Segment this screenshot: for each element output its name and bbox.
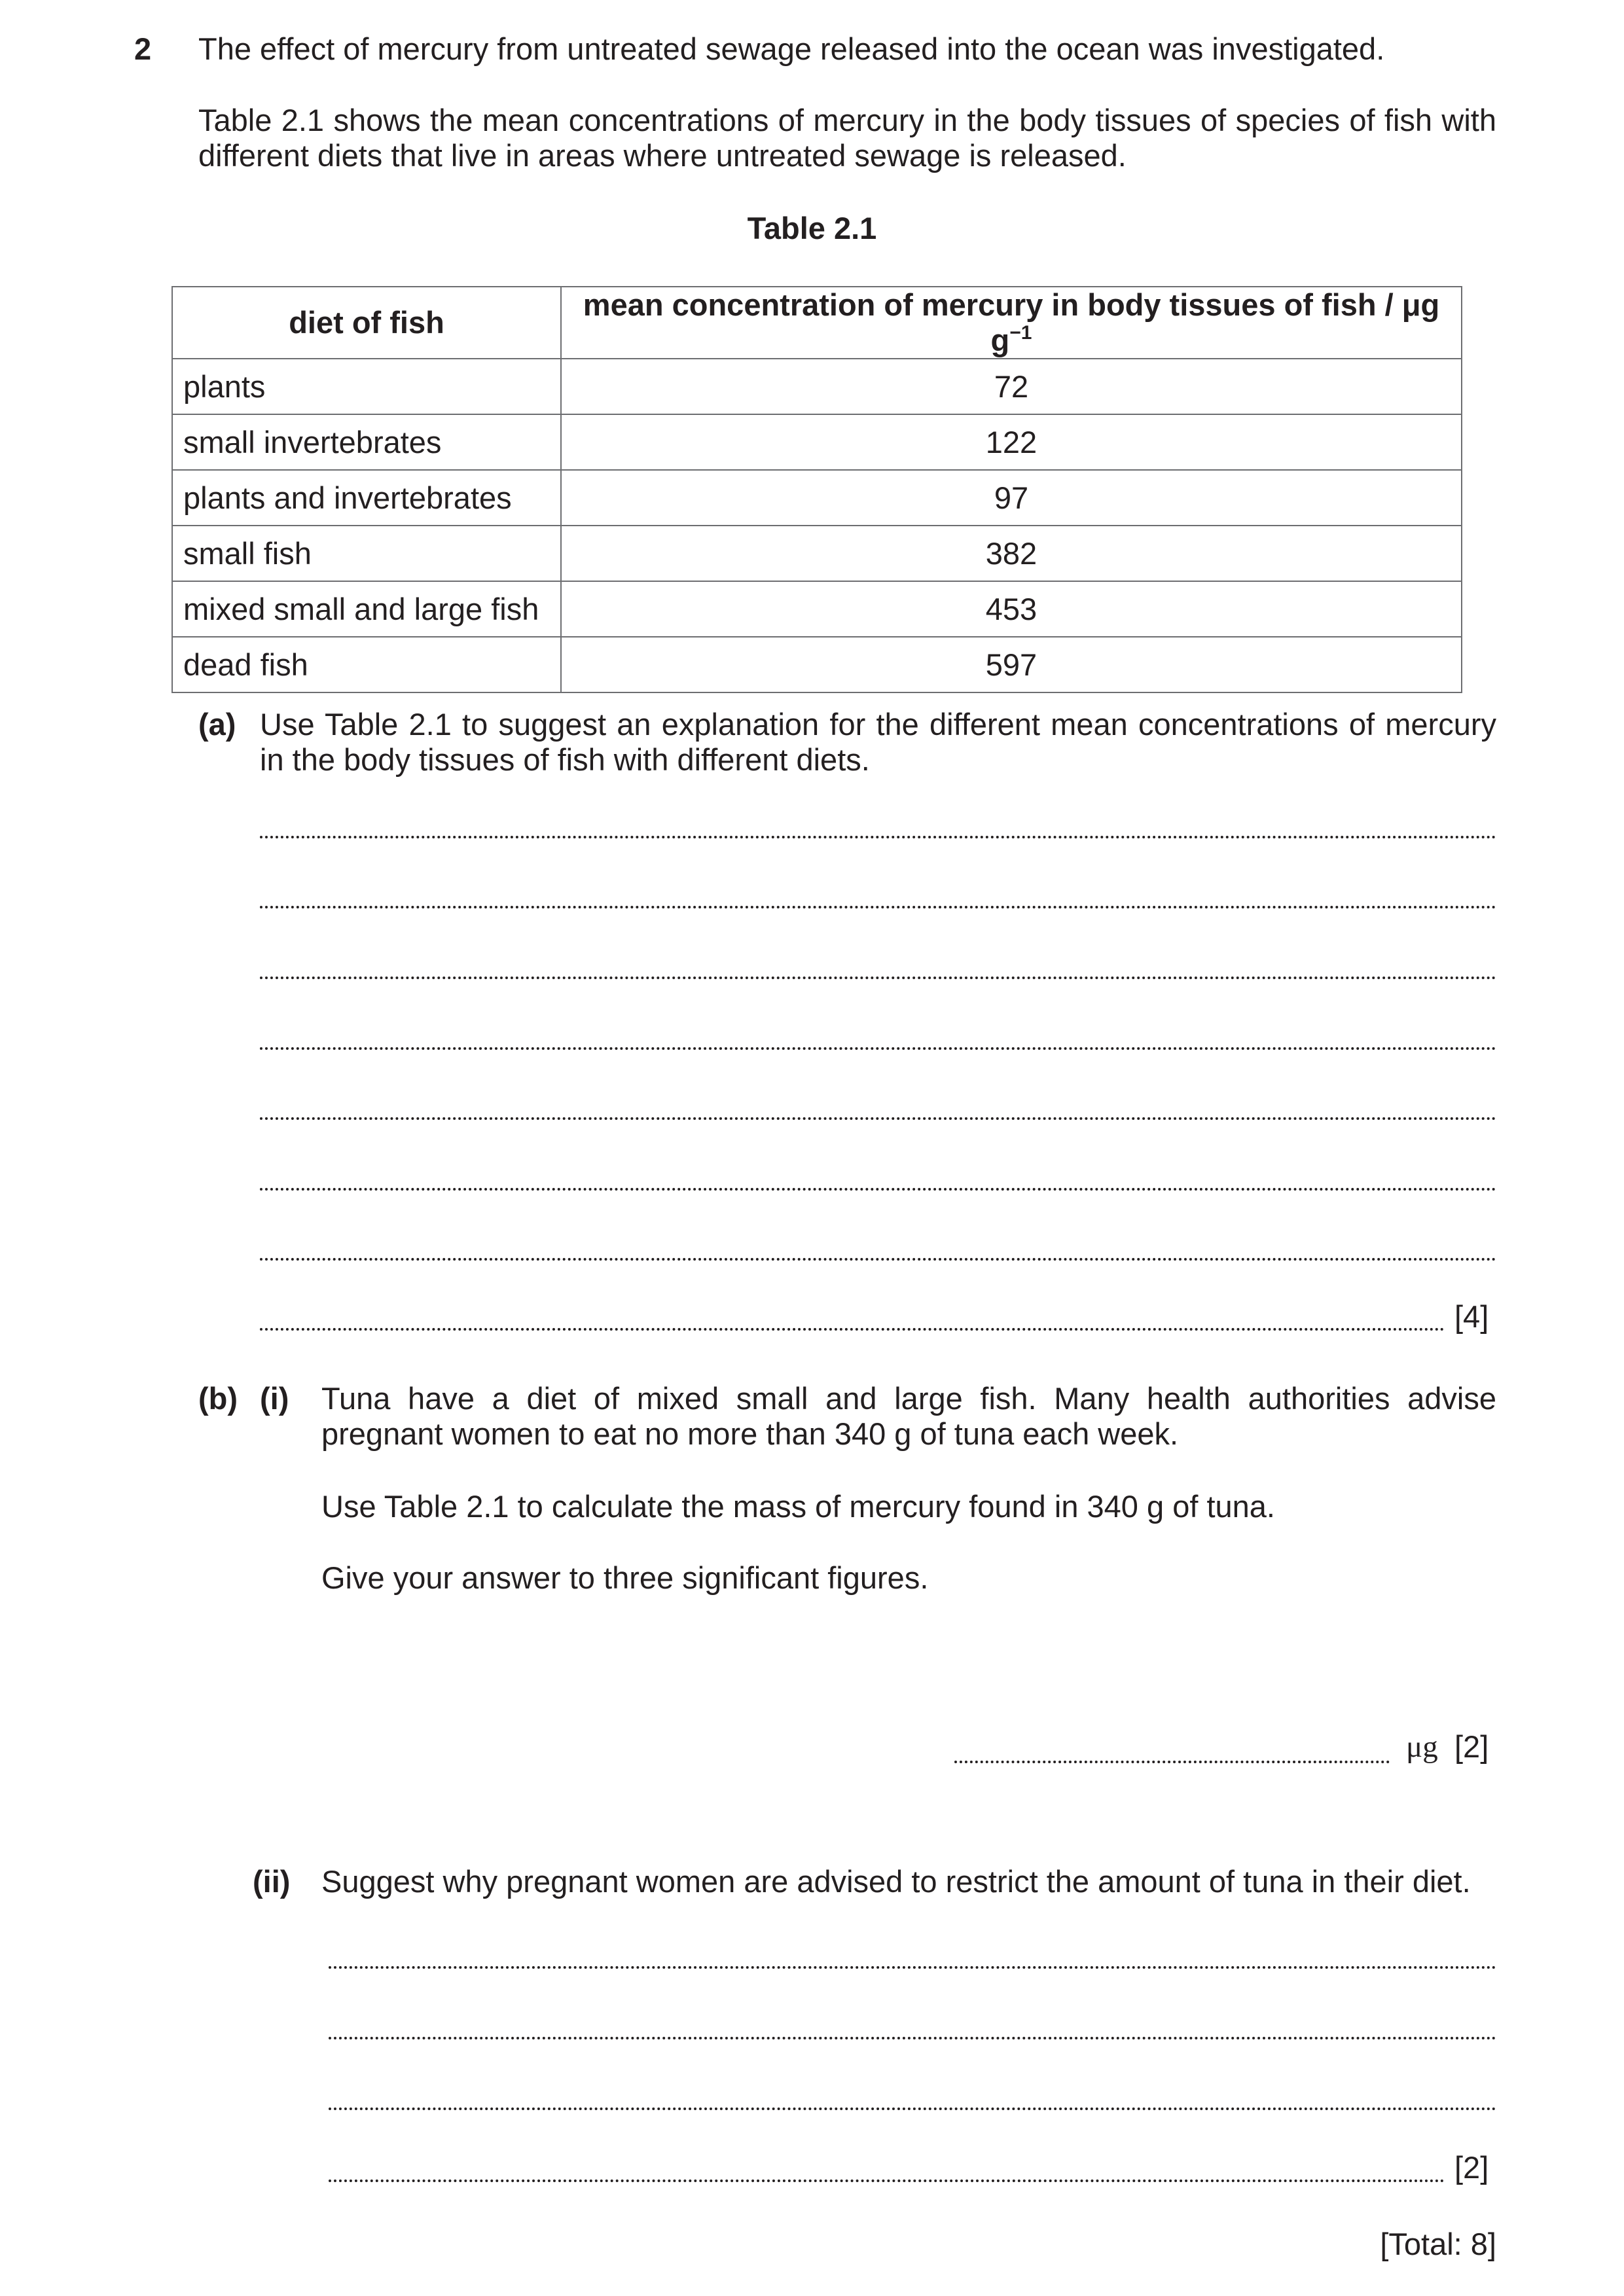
value-cell: 97 (561, 470, 1462, 526)
question-intro: The effect of mercury from untreated sewage released into the ocean was investigated. (198, 31, 1385, 66)
part-b-ii-marks: [2] (1454, 2150, 1489, 2185)
answer-line-a5[interactable] (260, 1117, 1496, 1120)
part-a-label: (a) (198, 707, 236, 742)
part-b-i-instruction: Use Table 2.1 to calculate the mass of mercury found in 340 g of tuna. (321, 1489, 1275, 1524)
part-b-i-label: (i) (260, 1381, 289, 1416)
value-cell: 382 (561, 526, 1462, 581)
diet-cell: small fish (172, 526, 561, 581)
value-cell: 453 (561, 581, 1462, 637)
part-b-ii-label: (ii) (253, 1864, 291, 1899)
answer-line-b-ii-4[interactable] (329, 2179, 1445, 2182)
diet-cell: plants (172, 359, 561, 414)
part-b-ii-question: Suggest why pregnant women are advised to restrict the amount of tuna in their diet. (321, 1864, 1471, 1899)
answer-line-a6[interactable] (260, 1188, 1496, 1191)
answer-line-a8[interactable] (260, 1328, 1445, 1331)
part-b-i-sigfigs: Give your answer to three significant figures. (321, 1560, 929, 1595)
answer-line-b-ii-3[interactable] (329, 2108, 1496, 2110)
header-concentration (561, 287, 1462, 359)
answer-line-a7[interactable] (260, 1258, 1496, 1261)
header-unit-exponent: −1 (1009, 322, 1032, 344)
question-number: 2 (134, 31, 152, 66)
table-row (172, 637, 1462, 692)
part-b-i-marks: [2] (1454, 1729, 1489, 1764)
answer-line-a2[interactable] (260, 906, 1496, 908)
answer-line-a3[interactable] (260, 977, 1496, 979)
answer-line-a1[interactable] (260, 836, 1496, 838)
total-marks: [Total: 8] (1380, 2227, 1496, 2261)
table-row (172, 359, 1462, 414)
diet-cell: mixed small and large fish (172, 581, 561, 637)
header-concentration-text: mean concentration of mercury in body tissues of fish / μg g (583, 287, 1440, 358)
table-row (172, 470, 1462, 526)
diet-cell: dead fish (172, 637, 561, 692)
answer-line-b-i[interactable] (954, 1761, 1390, 1763)
table-header-row (172, 287, 1462, 359)
part-b-i-question: Tuna have a diet of mixed small and large fish. Many health authorities advise pregnant women to eat no more than 340 g of tuna each week. (321, 1381, 1496, 1452)
table-intro: Table 2.1 shows the mean concentrations of mercury in the body tissues of species of fish with different diets that live in areas where untreated sewage is released. (198, 103, 1496, 173)
table-row (172, 581, 1462, 637)
diet-cell: small invertebrates (172, 414, 561, 470)
value-cell: 597 (561, 637, 1462, 692)
part-a-question: Use Table 2.1 to suggest an explanation for the different mean concentrations of mercury in the body tissues of fish with different diets. (260, 707, 1496, 778)
part-a-marks: [4] (1454, 1299, 1489, 1334)
part-b-label: (b) (198, 1381, 238, 1416)
table-row (172, 526, 1462, 581)
value-cell: 122 (561, 414, 1462, 470)
answer-line-b-ii-1[interactable] (329, 1966, 1496, 1969)
diet-cell: plants and invertebrates (172, 470, 561, 526)
value-cell: 72 (561, 359, 1462, 414)
table-caption: Table 2.1 (747, 211, 877, 245)
answer-line-b-ii-2[interactable] (329, 2037, 1496, 2039)
table-row (172, 414, 1462, 470)
mercury-table (171, 286, 1462, 693)
answer-line-a4[interactable] (260, 1047, 1496, 1050)
unit-label: μg (1406, 1730, 1438, 1764)
header-diet: diet of fish (172, 287, 561, 359)
